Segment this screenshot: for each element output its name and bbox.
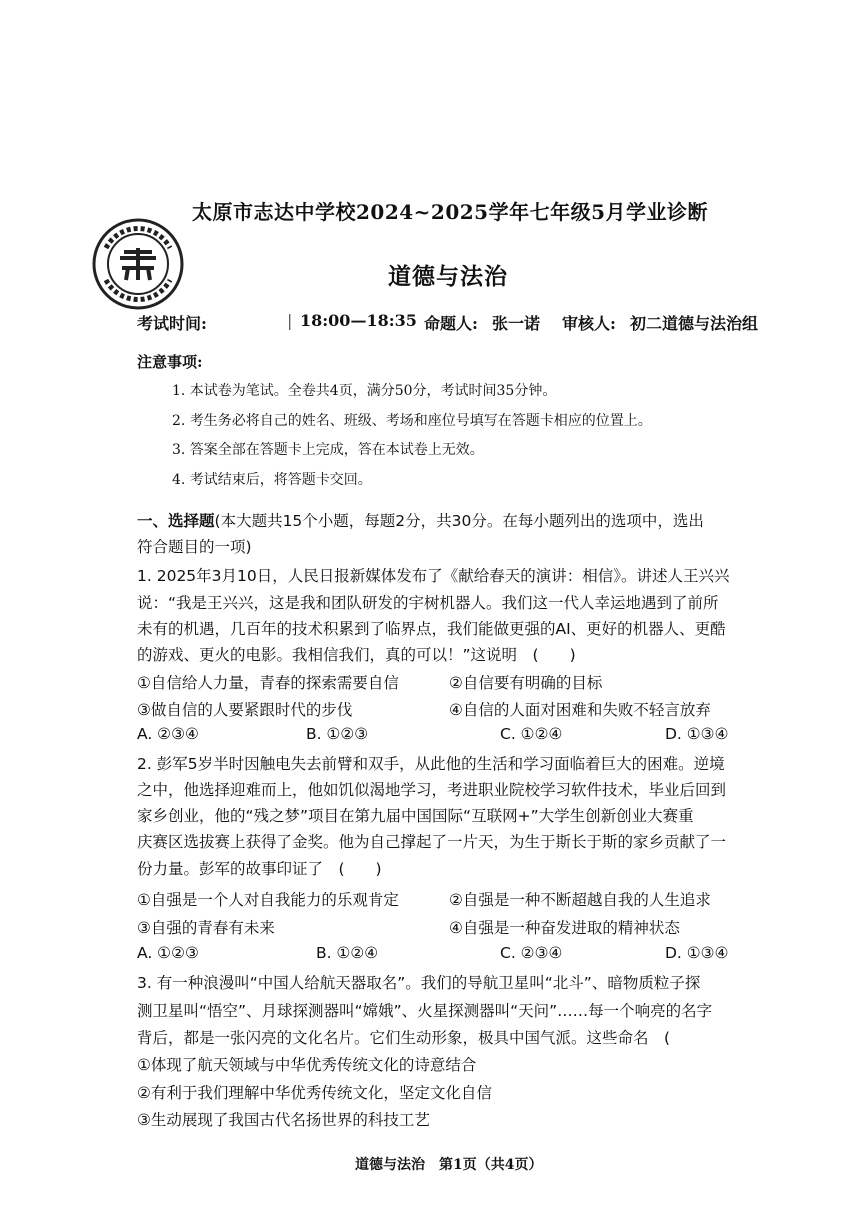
- notes-heading: 注意事项:: [137, 353, 203, 371]
- exam-title: 太原市志达中学校2024~2025学年七年级5月学业诊断: [192, 200, 709, 224]
- q2-choice-c: C. ②③④: [500, 944, 563, 962]
- q2-line: 之中，他选择迎难而上，他如饥似渴地学习，考进职业院校学习软件技术，毕业后回到: [137, 781, 727, 799]
- q2-line: 家乡创业，他的“残之梦”项目在第九届中国国际“互联网+”大学生创新创业大赛重: [137, 807, 694, 825]
- author-name: 张一诺: [492, 314, 541, 333]
- author-label: 命题人:: [424, 314, 478, 333]
- q1-choice-a: A. ②③④: [137, 725, 199, 743]
- q2-statement: ①自强是一个人对自我能力的乐观肯定: [137, 891, 399, 909]
- q2-statement: ②自强是一种不断超越自我的人生追求: [449, 891, 711, 909]
- q1-statement: ①自信给人力量，青春的探索需要自信: [137, 674, 399, 692]
- q1-statement: ④自信的人面对困难和失败不轻言放弃: [449, 701, 711, 719]
- q2-choice-a: A. ①②③: [137, 944, 199, 962]
- q1-choice-c: C. ①②④: [500, 725, 563, 743]
- q3-line: ②有利于我们理解中华优秀传统文化，坚定文化自信: [137, 1084, 492, 1102]
- note-item: 4. 考试结束后，将答题卡交回。: [172, 472, 372, 488]
- subject-title: 道德与法治: [388, 263, 508, 290]
- q2-choice-b: B. ①②④: [316, 944, 379, 962]
- q3-line: 测卫星叫“悟空”、月球探测器叫“嫦娥”、火星探测器叫“天问”……每一个响亮的名字: [137, 1002, 713, 1020]
- q1-line: 1. 2025年3月10日，人民日报新媒体发布了《献给春天的演讲：相信》。讲述人王兴兴: [137, 567, 730, 585]
- q2-statement: ④自强是一种奋发进取的精神状态: [449, 919, 680, 937]
- school-seal-logo: [92, 218, 184, 310]
- exam-page: 太原市志达中学校2024~2025学年七年级5月学业诊断 道德与法治 考试时间: | 18:00—18:35 命题人: 张一诺 审核人: 初二道德与法治组 注意事项: 1. 本试卷为笔试。全卷共4页，满分50分，考试时间35分钟。 2. 考生务必将自己的姓名、班级、考场和座位号填写在答题卡相应的位置上。 3. 答案全部在答题卡上完成，答在本试卷上无效。 4. 考试结束后，将答题卡交回。 一、选择题(本大题共15个小题，每题2分，共30分。在每小题列出的选项中，选出 符合题目的一项) 1. 2025年3月10日，人民日报新媒体发布了《献给春天的演讲：相信》。讲述人王兴兴 说：“我是王兴兴，这是我和团队研发的宇树机器人。我们这一代人幸运地遇到了前所 未有的机遇，几百年的技术积累到了临界点，我们能做更强的AI、更好的机器人、更酷 的游戏、更火的电影。我相信我们，真的可以！”这说明 ( ) ①自信给人力量，青春的探索需要自信 ②自信要有明确的目标 ③做自信的人要紧跟时代的步伐 ④自信的人面对困难和失败不轻言放弃 A. ②③④ B. ①②③ C. ①②④ D. ①③④ 2. 彭军5岁半时因触电失去前臂和双手，从此他的生活和学习面临着巨大的困难。逆境 之中，他选择迎难而上，他如饥似渴地学习，考进职业院校学习软件技术，毕业后回到 家乡创业，他的“残之梦”项目在第九届中国国际“互联网+”大学生创新创业大赛重 庆赛区选拔赛上获得了金奖。他为自己撑起了一片天，为生于斯长于斯的家乡贡献了一 份力量。彭军的故事印证了 ( ) ①自强是一个人对自我能力的乐观肯定 ②自强是一种不断超越自我的人生追求 ③自强的青春有未来 ④自强是一种奋发进取的精神状态 A. ①②③ B. ①②④ C. ②③④ D. ①③④ 3. 有一种浪漫叫“中国人给航天器取名”。我们的导航卫星叫“北斗”、暗物质粒子探 测卫星叫“悟空”、月球探测器叫“嫦娥”、火星探测器叫“天问”……每一个响亮的名字 背后，都是一张闪亮的文化名片。它们生动形象，极具中国气派。这些命名 ( ①体现了航天领域与中华优秀传统文化的诗意结合 ②有利于我们理解中华优秀传统文化，坚定文化自信 ③生动展现了我国古代名扬世界的科技工艺 道德与法治 第1页（共4页）: [0, 0, 867, 1226]
- section-desc-2: 符合题目的一项): [137, 538, 252, 556]
- q1-statement: ③做自信的人要紧跟时代的步伐: [137, 701, 353, 719]
- q1-choice-b: B. ①②③: [306, 725, 369, 743]
- exam-time: 18:00—18:35: [300, 311, 417, 330]
- q2-choice-d: D. ①③④: [665, 944, 729, 962]
- page-footer: 道德与法治 第1页（共4页）: [355, 1157, 543, 1173]
- q3-line: 背后，都是一张闪亮的文化名片。它们生动形象，极具中国气派。这些命名 (: [137, 1029, 671, 1047]
- q3-line: ③生动展现了我国古代名扬世界的科技工艺: [137, 1111, 430, 1129]
- q2-line: 庆赛区选拔赛上获得了金奖。他为自己撑起了一片天，为生于斯长于斯的家乡贡献了一: [137, 833, 727, 851]
- q1-choice-d: D. ①③④: [665, 725, 729, 743]
- q2-line: 2. 彭军5岁半时因触电失去前臂和双手，从此他的生活和学习面临着巨大的困难。逆境: [137, 755, 725, 773]
- q1-line: 的游戏、更火的电影。我相信我们，真的可以！”这说明 ( ): [137, 646, 576, 664]
- q1-statement: ②自信要有明确的目标: [449, 674, 603, 692]
- reviewer-name: 初二道德与法治组: [630, 314, 759, 333]
- q2-line: 份力量。彭军的故事印证了 ( ): [137, 860, 382, 878]
- reviewer-label: 审核人:: [562, 314, 616, 333]
- section-heading-row: [137, 508, 777, 534]
- section-desc: (本大题共15个小题，每题2分，共30分。在每小题列出的选项中，选出: [214, 512, 704, 530]
- note-item: 1. 本试卷为笔试。全卷共4页，满分50分，考试时间35分钟。: [172, 383, 557, 399]
- q3-line: ①体现了航天领域与中华优秀传统文化的诗意结合: [137, 1056, 477, 1074]
- q1-line: 未有的机遇，几百年的技术积累到了临界点，我们能做更强的AI、更好的机器人、更酷: [137, 620, 726, 638]
- q1-line: 说：“我是王兴兴，这是我和团队研发的宇树机器人。我们这一代人幸运地遇到了前所: [137, 594, 719, 612]
- q3-line: 3. 有一种浪漫叫“中国人给航天器取名”。我们的导航卫星叫“北斗”、暗物质粒子探: [137, 974, 701, 992]
- note-item: 2. 考生务必将自己的姓名、班级、考场和座位号填写在答题卡相应的位置上。: [172, 413, 652, 429]
- q2-statement: ③自强的青春有未来: [137, 919, 275, 937]
- section-heading: 一、选择题: [137, 512, 215, 530]
- note-item: 3. 答案全部在答题卡上完成，答在本试卷上无效。: [172, 442, 484, 458]
- exam-time-label: 考试时间:: [137, 314, 207, 333]
